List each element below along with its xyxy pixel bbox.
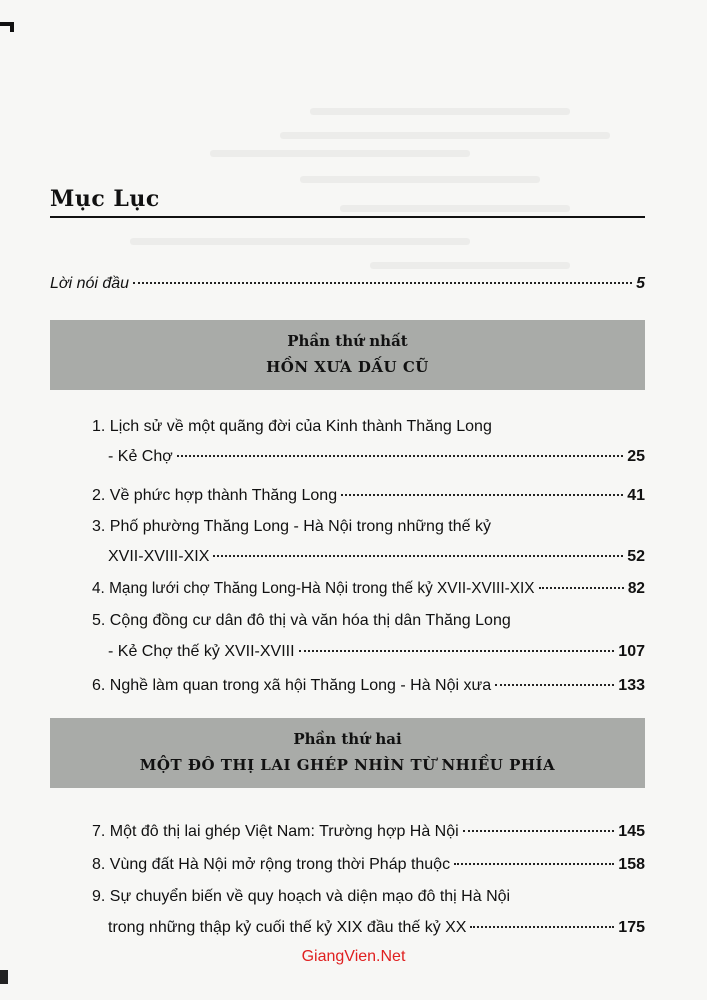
toc-entry-3-line1[interactable]: 3. Phố phường Thăng Long - Hà Nội trong những thế kỷ xyxy=(92,518,491,535)
watermark-text: GiangVien.Net xyxy=(301,948,406,965)
toc-entry-5[interactable] xyxy=(108,643,645,661)
toc-entry-1-line1[interactable]: 1. Lịch sử về một quãng đời của Kinh thành Thăng Long xyxy=(92,418,492,435)
toc-entry-8[interactable] xyxy=(92,856,645,874)
toc-entry-1[interactable] xyxy=(108,448,645,466)
toc-entry-4[interactable] xyxy=(92,580,645,598)
dot-leader xyxy=(454,863,614,865)
page-number: 145 xyxy=(618,823,645,840)
toc-entry-2[interactable] xyxy=(92,487,645,505)
page-number: 107 xyxy=(618,643,645,660)
toc-heading: Mục Lục xyxy=(50,186,160,212)
entry-label: 2. Về phức hợp thành Thăng Long xyxy=(92,487,338,504)
toc-entry-7[interactable] xyxy=(92,823,645,841)
dot-leader xyxy=(133,282,632,284)
dot-leader xyxy=(341,494,623,496)
entry-label: - Kẻ Chợ thế kỷ XVII-XVIII xyxy=(108,643,295,660)
page-number: 52 xyxy=(627,548,645,565)
toc-entry-3[interactable] xyxy=(108,548,645,566)
page-number: 41 xyxy=(627,487,645,504)
entry-label: - Kẻ Chợ xyxy=(108,448,173,465)
page-edge-mark xyxy=(0,970,8,984)
bleed-through-texture xyxy=(0,0,707,300)
dot-leader xyxy=(299,650,615,652)
page-number: 175 xyxy=(618,919,645,936)
entry-label: 6. Nghề làm quan trong xã hội Thăng Long - Hà Nội xưa xyxy=(92,677,492,694)
page-number: 82 xyxy=(627,580,645,597)
entry-label: 8. Vùng đất Hà Nội mở rộng trong thời Pháp thuộc xyxy=(92,856,451,873)
entry-label: 4. Mạng lưới chợ Thăng Long-Hà Nội trong thế kỷ XVII-XVIII-XIX xyxy=(92,580,535,597)
dot-leader xyxy=(495,684,614,686)
entry-label: XVII-XVIII-XIX xyxy=(108,548,210,565)
part-1-title: HỒN XƯA DẤU CŨ xyxy=(266,358,429,376)
page-number: 133 xyxy=(618,677,645,694)
page-number: 158 xyxy=(618,856,645,873)
part-2-band xyxy=(50,718,645,788)
entry-label: 7. Một đô thị lai ghép Việt Nam: Trường hợp Hà Nội xyxy=(92,823,459,840)
part-1-label: Phần thứ nhất xyxy=(287,332,408,350)
part-2-title: MỘT ĐÔ THỊ LAI GHÉP NHÌN TỪ NHIỀU PHÍA xyxy=(139,756,556,774)
toc-entry-5-line1[interactable]: 5. Cộng đồng cư dân đô thị và văn hóa thị dân Thăng Long xyxy=(92,612,511,629)
page-number: 25 xyxy=(627,448,645,465)
heading-rule xyxy=(50,216,645,218)
page-number: 5 xyxy=(636,275,645,292)
toc-entry-preface[interactable] xyxy=(50,275,645,293)
page-corner-mark xyxy=(0,22,14,26)
dot-leader xyxy=(539,587,624,589)
entry-label: Lời nói đầu xyxy=(50,275,130,292)
toc-entry-9-line1[interactable]: 9. Sự chuyển biến về quy hoạch và diện mạo đô thị Hà Nội xyxy=(92,888,511,905)
dot-leader xyxy=(463,830,615,832)
toc-entry-6[interactable] xyxy=(92,677,645,695)
dot-leader xyxy=(177,455,623,457)
part-1-band xyxy=(50,320,645,390)
dot-leader xyxy=(470,926,614,928)
part-2-label: Phần thứ hai xyxy=(293,730,402,748)
dot-leader xyxy=(213,555,623,557)
toc-entry-9[interactable] xyxy=(108,919,645,937)
entry-label: trong những thập kỷ cuối thế kỷ XIX đầu thế kỷ XX xyxy=(108,919,467,936)
